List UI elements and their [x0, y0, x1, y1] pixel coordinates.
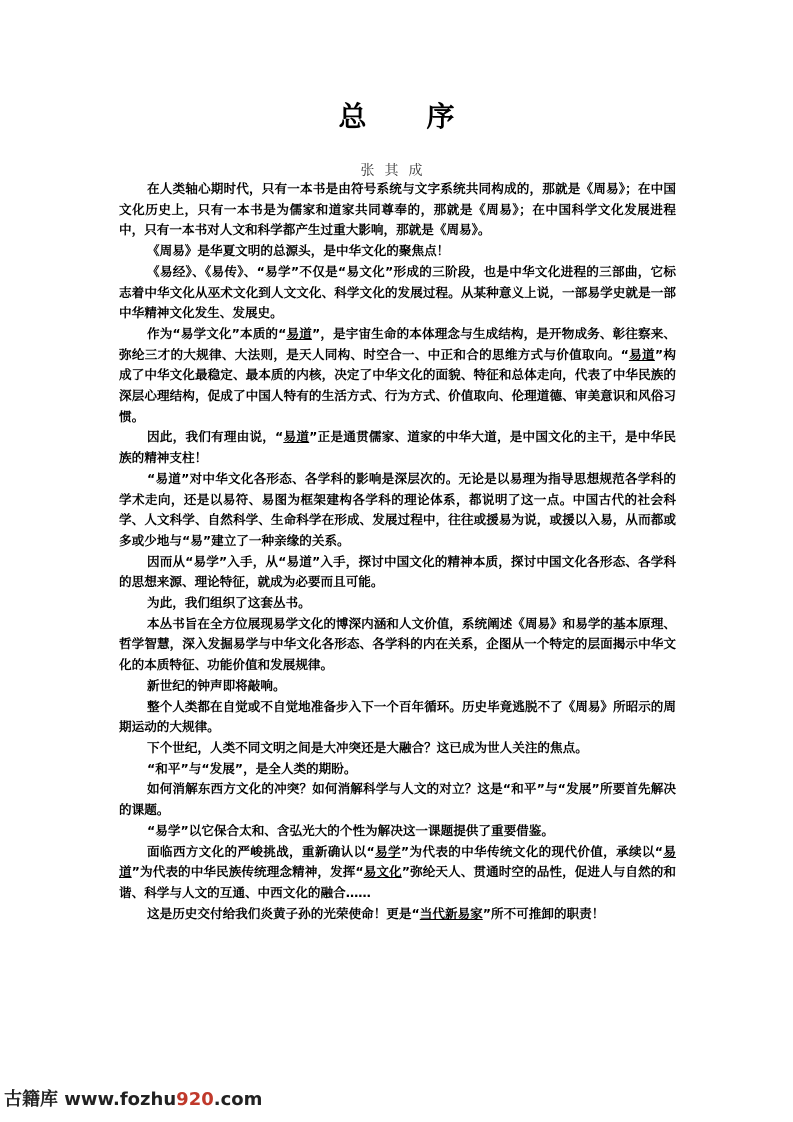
paragraph [119, 469, 676, 552]
footer-url-number: 920 [176, 1089, 214, 1110]
underlined-term: 易道 [283, 429, 310, 445]
paragraph-text: ”为代表的中华民族传统理念精神，发挥“ [131, 864, 364, 880]
paragraph [119, 593, 676, 614]
paragraph [119, 427, 676, 468]
paragraph-text: ”所不可推卸的职责！ [482, 905, 605, 921]
footer-url-prefix: www.fozhu [64, 1089, 177, 1110]
paragraph [119, 821, 676, 842]
paragraph-text: 这是历史交付给我们炎黄子孙的光荣使命！更是“ [147, 905, 420, 921]
paragraph-text: 作为“易学文化”本质的“ [147, 325, 287, 341]
paragraph-text: “易道”对中华文化各形态、各学科的影响是深层次的。无论是以易理为指导思想规范各学科的学术走向，还是以易符、易图为框架建构各学科的理论体系，都说明了这一点。中国古代的社会科学、人文科学、自然科学、生命科学在形成、发展过程中，往往或援易为说，或援以入易，从而都或多或少地与“易”建立了一种亲缘的关系。 [119, 470, 676, 548]
underlined-term: 易学 [374, 843, 401, 859]
footer-site-name: 古籍库 [4, 1089, 58, 1110]
paragraph-text: ”构成了中华文化最稳定、最本质的内核，决定了中华文化的面貌、特征和总体走向，代表了中华民族的深层心理结构，促成了中国人特有的生活方式、行为方式、价值取向、伦理道德、审美意识和风俗习惯。 [119, 346, 677, 424]
underlined-term: 当代新易家 [419, 905, 483, 921]
underlined-term: 易道 [628, 346, 655, 362]
paragraph [119, 262, 676, 324]
paragraph-text: ”为代表的中华传统文化的现代价值，承续以“ [400, 843, 664, 859]
body-text [119, 179, 676, 924]
paragraph-text: 新世纪的钟声即将敲响。 [147, 677, 286, 693]
paragraph [119, 324, 676, 428]
footer-url-suffix: .com [213, 1089, 263, 1110]
paragraph-text: “和平”与“发展”，是全人类的期盼。 [147, 760, 357, 776]
author-name: 张其成 [360, 163, 433, 179]
paragraph [119, 759, 676, 780]
paragraph [119, 904, 676, 925]
paragraph-text: ”，是宇宙生命的本体理念与生成结构，是开物成务、彰往察来、弥纶三才的大规律、大法则，是天人同构、时空合一、中正和合的思维方式与价值取向。“ [119, 325, 677, 362]
title-char-1: 总 [338, 100, 367, 133]
underlined-term: 易道 [286, 325, 312, 341]
paragraph-text: 如何消解东西方文化的冲突？如何消解科学与人文的对立？这是“和平”与“发展”所要首先解决的课题。 [119, 781, 676, 818]
footer-watermark[interactable] [4, 1088, 262, 1112]
paragraph-text: 为此，我们组织了这套丛书。 [147, 595, 311, 611]
paragraph [119, 614, 676, 676]
underlined-term: 易道 [119, 843, 677, 880]
title-char-2: 序 [426, 100, 455, 133]
paragraph [119, 697, 676, 738]
paragraph-text: 《易经》、《易传》、“易学”不仅是“易文化”形成的三阶段，也是中华文化进程的三部曲，它标志着中华文化从巫术文化到人文文化、科学文化的发展过程。从某种意义上说，一部易学史就是一部中华精神文化发生、发展史。 [119, 263, 676, 321]
paragraph-text: “易学”以它保合太和、含弘光大的个性为解决这一课题提供了重要借鉴。 [147, 822, 554, 838]
paragraph [119, 676, 676, 697]
paragraph-text: 下个世纪，人类不同文明之间是大冲突还是大融合？这已成为世人关注的焦点。 [147, 739, 588, 755]
paragraph [119, 552, 676, 593]
paragraph [119, 842, 676, 904]
paragraph-text: 面临西方文化的严峻挑战，重新确认以“ [147, 843, 375, 859]
page-title [0, 100, 793, 134]
paragraph-text: 整个人类都在自觉或不自觉地准备步入下一个百年循环。历史毕竟逃脱不了《周易》所昭示的周期运动的大规律。 [119, 698, 676, 735]
paragraph [119, 241, 676, 262]
paragraph-text: ”弥纶天人、贯通时空的品性，促进人与自然的和谐、科学与人文的互通、中西文化的融合…… [119, 864, 677, 900]
paragraph [119, 779, 676, 820]
paragraph-text: ”正是通贯儒家、道家的中华大道，是中国文化的主干，是中华民族的精神支柱！ [119, 429, 677, 466]
paragraph [119, 738, 676, 759]
paragraph [119, 179, 676, 241]
paragraph-text: 在人类轴心期时代，只有一本书是由符号系统与文字系统共同构成的，那就是《周易》；在中国文化历史上，只有一本书是为儒家和道家共同尊奉的，那就是《周易》；在中国科学文化发展进程中，只有一本书对人文和科学都产生过重大影响，那就是《周易》。 [119, 181, 676, 238]
paragraph-text: 因而从“易学”入手，从“易道”入手，探讨中国文化的精神本质，探讨中国文化各形态、各学科的思想来源、理论特征，就成为必要而且可能。 [119, 553, 676, 590]
underlined-term: 易文化 [363, 864, 402, 880]
paragraph-text: 本丛书旨在全方位展现易学文化的博深内涵和人文价值，系统阐述《周易》和易学的基本原理、哲学智慧，深入发掘易学与中华文化各形态、各学科的内在关系，企图从一个特定的层面揭示中华文化的本质特征、功能价值和发展规律。 [119, 615, 676, 673]
paragraph-text: 《周易》是华夏文明的总源头，是中华文化的聚焦点！ [147, 243, 450, 259]
paragraph-text: 因此，我们有理由说，“ [147, 429, 284, 445]
